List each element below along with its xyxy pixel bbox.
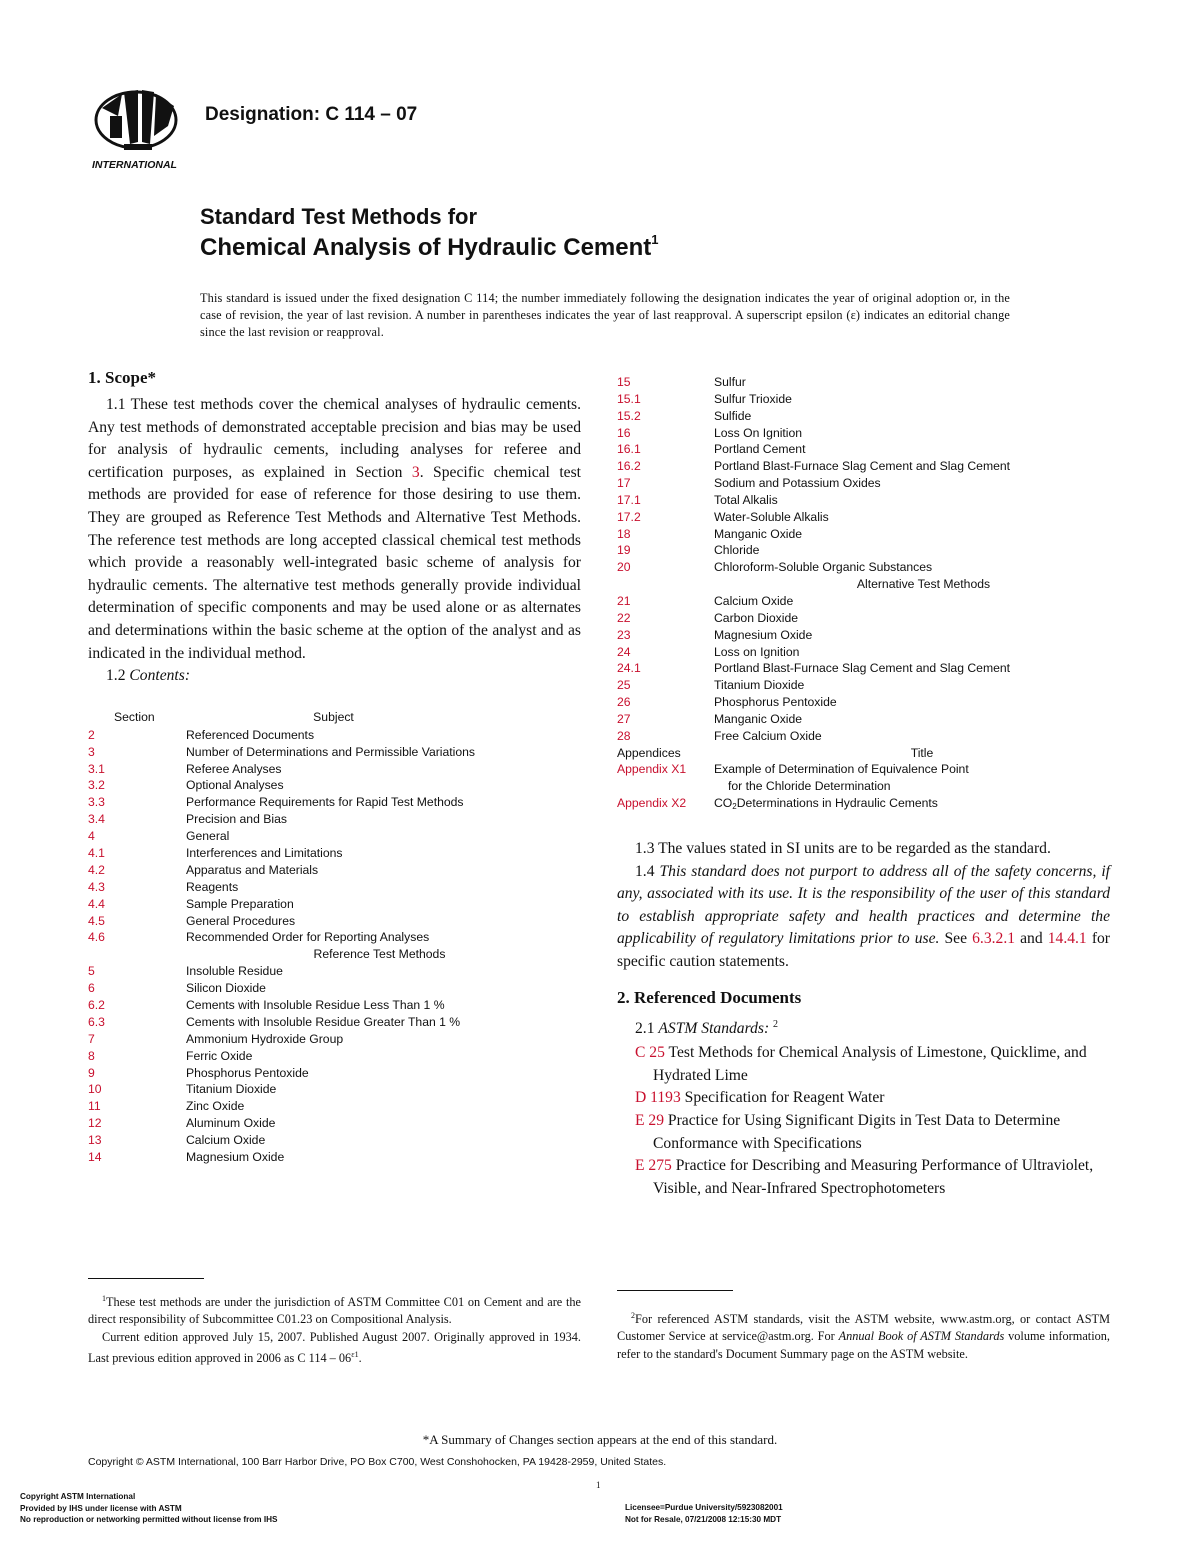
section-subject: Ammonium Hydroxide Group: [186, 1031, 344, 1046]
contents-row: [88, 811, 581, 828]
appendices-label: Appendices: [617, 745, 681, 760]
section-subject: Aluminum Oxide: [186, 1116, 276, 1131]
contents-row: [617, 728, 1110, 745]
section-number-link[interactable]: 4.5: [88, 913, 105, 928]
section-number-link[interactable]: 4.2: [88, 862, 105, 877]
section-number-link[interactable]: 10: [88, 1082, 102, 1097]
contents-table-continued: [617, 374, 1110, 812]
appendix-x1-link[interactable]: Appendix X1: [617, 762, 687, 777]
section-number-link[interactable]: 2: [88, 727, 95, 742]
contents-row: [88, 1031, 581, 1048]
section-subject: Portland Cement: [714, 442, 806, 457]
section-number-link[interactable]: 25: [617, 678, 631, 693]
section-number-link[interactable]: 17.1: [617, 492, 641, 507]
section-number-link[interactable]: 3.4: [88, 812, 105, 827]
para-2-1: 2.1 ASTM Standards: $^2$: [635, 1018, 779, 1037]
referenced-documents-heading: 2. Referenced Documents: [617, 987, 802, 1007]
section-subject: Free Calcium Oxide: [714, 728, 822, 743]
section-number-link[interactable]: 17.2: [617, 509, 641, 524]
standard-code-link[interactable]: D 1193: [635, 1089, 681, 1107]
contents-row: [88, 929, 581, 946]
section-subject: Manganic Oxide: [714, 711, 803, 726]
section-subject: Sulfur Trioxide: [714, 391, 792, 406]
section-subject: Apparatus and Materials: [186, 862, 319, 877]
referenced-document-item: E 29 Practice for Using Significant Digits in Test Data to Determine Conformance with Specifications: [635, 1112, 1061, 1152]
section-number-link[interactable]: 4.3: [88, 879, 105, 894]
section-subject: Portland Blast-Furnace Slag Cement and Slag Cement: [714, 661, 1011, 676]
link-6-3-2-1[interactable]: 6.3.2.1: [972, 930, 1016, 948]
contents-row: [88, 828, 581, 845]
contents-row: [88, 845, 581, 862]
section-number-link[interactable]: 5: [88, 964, 95, 979]
section-subject: Optional Analyses: [186, 778, 284, 793]
section-number-link[interactable]: 12: [88, 1116, 102, 1131]
section-number-link[interactable]: 9: [88, 1065, 95, 1080]
section-number-link[interactable]: 17: [617, 476, 631, 491]
section-subject: Carbon Dioxide: [714, 610, 799, 625]
contents-row: [617, 644, 1110, 661]
contents-row: [617, 441, 1110, 458]
contents-row: [88, 794, 581, 811]
section-subject: Number of Determinations and Permissible Variations: [186, 744, 476, 759]
section-number-link[interactable]: 11: [88, 1099, 101, 1114]
section-subject: Titanium Dioxide: [186, 1082, 277, 1097]
section-number-link[interactable]: 4.1: [88, 845, 105, 860]
section-number-link[interactable]: 3.1: [88, 761, 105, 776]
contents-row: [88, 1115, 581, 1132]
section-number-link[interactable]: 3: [88, 744, 95, 759]
section-number-link[interactable]: 13: [88, 1133, 102, 1148]
contents-row: [88, 1048, 581, 1065]
section-subject: Precision and Bias: [186, 812, 287, 827]
title-line2: [200, 234, 659, 262]
section-subject: Calcium Oxide: [186, 1133, 266, 1148]
contents-row: [617, 391, 1110, 408]
contents-row: [617, 425, 1110, 442]
contents-row: [88, 1098, 581, 1115]
appendix-x2-row: [617, 795, 1110, 812]
contents-table: [88, 710, 581, 1166]
referenced-document-item: D 1193 Specification for Reagent Water: [635, 1089, 885, 1107]
section-number-link[interactable]: 3.2: [88, 778, 105, 793]
section-subject: Sample Preparation: [186, 896, 294, 911]
section-number-link[interactable]: 15.1: [617, 391, 641, 406]
contents-row: [617, 475, 1110, 492]
logo-international-text: INTERNATIONAL: [92, 159, 177, 171]
license-footer-right: Licensee=Purdue University/5923082001 Not for Resale, 07/21/2008 12:15:30 MDT: [625, 1503, 783, 1524]
standard-code-link[interactable]: E 275: [635, 1157, 672, 1175]
section-subject: Chloroform-Soluble Organic Substances: [714, 560, 933, 575]
section-subject: Sulfide: [714, 408, 752, 423]
section-subject: Cements with Insoluble Residue Less Than 1 %: [186, 997, 445, 1012]
section-number-link[interactable]: 4: [88, 829, 95, 844]
contents-col-subject: Subject: [313, 709, 354, 724]
section-subject: Manganic Oxide: [714, 526, 803, 541]
section-subject: Silicon Dioxide: [186, 981, 266, 996]
contents-row: [88, 1149, 581, 1166]
contents-row: [88, 1014, 581, 1031]
footnote-rule-left: [88, 1278, 204, 1279]
appendices-title-label: Title: [910, 745, 934, 760]
contents-row: [617, 660, 1110, 677]
contents-row: [617, 458, 1110, 475]
contents-header: [88, 710, 581, 727]
appendix-x1-title: Example of Determination of Equivalence Point: [714, 762, 969, 777]
referenced-document-item: E 275 Practice for Describing and Measuring Performance of Ultraviolet, Visible, and Near-Infrared Spectrophotometers: [635, 1157, 1094, 1197]
contents-row: [88, 963, 581, 980]
contents-row: [88, 1081, 581, 1098]
section-subject: Recommended Order for Reporting Analyses: [186, 930, 430, 945]
section-subject: Magnesium Oxide: [186, 1149, 285, 1164]
section-number-link[interactable]: 3.3: [88, 795, 105, 810]
referenced-documents-list: [617, 1042, 1110, 1200]
contents-row: [88, 997, 581, 1014]
section-subject: General Procedures: [186, 913, 296, 928]
link-section-3[interactable]: 3: [411, 463, 420, 481]
alternative-test-methods-heading: Alternative Test Methods: [856, 577, 991, 592]
reference-test-methods-heading: Reference Test Methods: [313, 947, 446, 962]
contents-row: [617, 492, 1110, 509]
section-subject: Titanium Dioxide: [714, 678, 805, 693]
contents-row: [617, 526, 1110, 543]
contents-row: [88, 1132, 581, 1149]
appendix-x1-row-cont: [617, 778, 1110, 795]
section-subject: Loss on Ignition: [714, 644, 800, 659]
section-subject: Water-Soluble Alkalis: [714, 509, 829, 524]
section-number-link[interactable]: 23: [617, 627, 631, 642]
section-number-link[interactable]: 15: [617, 375, 631, 389]
section-number-link[interactable]: 16: [617, 425, 631, 440]
title-line1: Standard Test Methods for: [200, 204, 478, 229]
contents-row: [617, 542, 1110, 559]
contents-row: [88, 777, 581, 794]
contents-row: [88, 879, 581, 896]
contents-row: [617, 627, 1110, 644]
footnote-1-text: $^1$These test methods are under the jurisdiction of ASTM Committee C01 on Cement and are the direct responsibility of Subcommittee C01.23 on Compositional Analysis.: [88, 1294, 581, 1327]
appendix-x1-row: [617, 761, 1110, 778]
section-subject: Performance Requirements for Rapid Test Methods: [186, 795, 464, 810]
left-column: [88, 368, 581, 1166]
para-1-4: 1.4 This standard does not purport to address all of the safety concerns, if any, associated with its use. It is the responsibility of the user of this standard to establish appropriate safety and health practices and determine the applicability of regulatory limitations prior to use. See 6.3.2.1 and 14.4.1 for specific caution statements.: [617, 862, 1111, 970]
section-subject: Referenced Documents: [186, 727, 315, 742]
page-number: 1: [596, 1480, 601, 1490]
section-number-link[interactable]: 15.2: [617, 408, 641, 423]
copyright-line: Copyright © ASTM International, 100 Barr Harbor Drive, PO Box C700, West Conshohocken, PA 19428-2959, United States.: [88, 1456, 667, 1468]
section-subject: Calcium Oxide: [714, 593, 794, 608]
section-subject: Magnesium Oxide: [714, 627, 813, 642]
footnote-2: [617, 1307, 1110, 1363]
footnote-rule-right: [617, 1290, 733, 1291]
preamble: This standard is issued under the fixed designation C 114; the number immediately following the designation indicates the year of original adoption or, in the case of revision, the year of last revision. A number in parentheses indicates the year of last reapproval. A superscript epsilon (ε) indicates an editorial change since the last revision or reapproval.: [200, 291, 1010, 340]
contents-row: [617, 610, 1110, 627]
section-subject: Phosphorus Pentoxide: [186, 1065, 309, 1080]
section-subject: Total Alkalis: [714, 492, 778, 507]
contents-rows-d: [617, 593, 1110, 745]
contents-row: [617, 677, 1110, 694]
footnote-2-text: $^2$For referenced ASTM standards, visit the ASTM website, www.astm.org, or contact ASTM Customer Service at service@astm.org. For Annual Book of ASTM Standards volume information, refer to the standard's Document Summary page on the ASTM website.: [617, 1311, 1110, 1361]
section-subject: Zinc Oxide: [186, 1099, 245, 1114]
section-number-link[interactable]: 16.1: [617, 442, 641, 457]
section-number-link[interactable]: 24: [617, 644, 631, 659]
section-subject: General: [186, 829, 230, 844]
contents-col-section: Section: [114, 709, 155, 724]
para-1-3: 1.3 The values stated in SI units are to be regarded as the standard.: [635, 839, 1051, 857]
contents-rows-a: [88, 727, 581, 947]
contents-row: [88, 913, 581, 930]
section-number-link[interactable]: 6: [88, 981, 95, 996]
appendix-x2-link[interactable]: Appendix X2: [617, 796, 687, 811]
footnote-1: [88, 1290, 581, 1367]
para-1-2: 1.2 Contents:: [106, 667, 191, 685]
section-subject: Ferric Oxide: [186, 1048, 253, 1063]
section-subject: Portland Blast-Furnace Slag Cement and Slag Cement: [714, 459, 1011, 474]
contents-row: [617, 408, 1110, 425]
title-line2-text: Chemical Analysis of Hydraulic Cement: [200, 234, 652, 261]
standard-code-link[interactable]: C 25: [635, 1044, 665, 1062]
section-subject: Cements with Insoluble Residue Greater Than 1 %: [186, 1014, 461, 1029]
footnote-1-edition: Current edition approved July 15, 2007. Published August 2007. Originally approved in 1934. Last previous edition approved in 2006 as C $114 - 06^{\varepsilon 1}$.: [88, 1329, 581, 1366]
title-footnote-mark: 1: [651, 232, 659, 247]
section-number-link[interactable]: 7: [88, 1031, 95, 1046]
contents-row: [617, 509, 1110, 526]
contents-row: [88, 862, 581, 879]
appendices-header: [617, 745, 1110, 762]
section-number-link[interactable]: 14: [88, 1149, 102, 1164]
section-number-link[interactable]: 4.4: [88, 896, 105, 911]
section-number-link[interactable]: 19: [617, 543, 631, 558]
referenced-document-item: C 25 Test Methods for Chemical Analysis of Limestone, Quicklime, and Hydrated Lime: [635, 1044, 1087, 1084]
appendix-x1-title-cont: for the Chloride Determination: [728, 779, 891, 794]
contents-row: [88, 980, 581, 997]
contents-row: [88, 761, 581, 778]
designation: Designation: C 114 – 07: [205, 104, 418, 125]
section-number-link[interactable]: 20: [617, 560, 631, 575]
contents-rows-c: [617, 374, 1110, 576]
contents-row: [88, 727, 581, 744]
para-1-1: 1.1 These test methods cover the chemical analyses of hydraulic cements. Any test methods of demonstrated acceptable precision and bias may be used for analysis of hydraulic cements, including analyses for referee and certification purposes, as explained in Section 3. Specific chemical test methods are provided for ease of reference for those desiring to use them. They are grouped as Reference Test Methods and Alternative Test Methods. The reference test methods are long accepted classical chemical test methods which provide a reasonably well-integrated basic scheme of analysis for hydraulic cements. The alternative test methods generally provide individual determination of specific components and may be used alone or as alternates and determinations within the basic scheme at the option of the analyst and as indicated in the individual method.: [88, 396, 581, 662]
section-subject: Referee Analyses: [186, 761, 282, 776]
section-number-link[interactable]: 16.2: [617, 459, 641, 474]
contents-row: [617, 593, 1110, 610]
section-number-link[interactable]: 24.1: [617, 661, 641, 676]
section-number-link[interactable]: 21: [617, 593, 631, 608]
section-number-link[interactable]: 18: [617, 526, 631, 541]
section-number-link[interactable]: 22: [617, 610, 631, 625]
section-subject: Phosphorus Pentoxide: [714, 695, 837, 710]
section-number-link[interactable]: 8: [88, 1048, 95, 1063]
contents-row: [617, 711, 1110, 728]
link-14-4-1[interactable]: 14.4.1: [1047, 930, 1087, 948]
section-number-link[interactable]: 28: [617, 728, 631, 743]
right-column: [617, 374, 1110, 1200]
contents-rows-b: [88, 963, 581, 1166]
section-subject: Chloride: [714, 543, 760, 558]
contents-row: [88, 896, 581, 913]
license-footer-left: Copyright ASTM International Provided by IHS under license with ASTM No reproduction or networking permitted without license from IHS: [20, 1492, 278, 1524]
section-subject: Insoluble Residue: [186, 964, 283, 979]
contents-row: [617, 694, 1110, 711]
section-number-link[interactable]: 6.3: [88, 1014, 105, 1029]
summary-of-changes-note: *A Summary of Changes section appears at the end of this standard.: [422, 1432, 778, 1447]
section-number-link[interactable]: 26: [617, 695, 631, 710]
standard-code-link[interactable]: E 29: [635, 1112, 665, 1130]
appendix-x2-title: CO2Determinations in Hydraulic Cements: [714, 796, 938, 812]
contents-row: [617, 559, 1110, 576]
contents-row: [88, 744, 581, 761]
contents-row: [88, 1065, 581, 1082]
section-subject: Sodium and Potassium Oxides: [714, 476, 881, 491]
section-subject: Sulfur: [714, 375, 746, 389]
section-subject: Interferences and Limitations: [186, 845, 343, 860]
scope-heading: 1. Scope*: [88, 368, 156, 387]
section-subject: Reagents: [186, 879, 239, 894]
astm-logo: [88, 86, 188, 176]
section-number-link[interactable]: 27: [617, 711, 631, 726]
section-number-link[interactable]: 6.2: [88, 997, 105, 1012]
section-number-link[interactable]: 4.6: [88, 930, 105, 945]
section-subject: Loss On Ignition: [714, 425, 803, 440]
contents-row: [617, 374, 1110, 391]
